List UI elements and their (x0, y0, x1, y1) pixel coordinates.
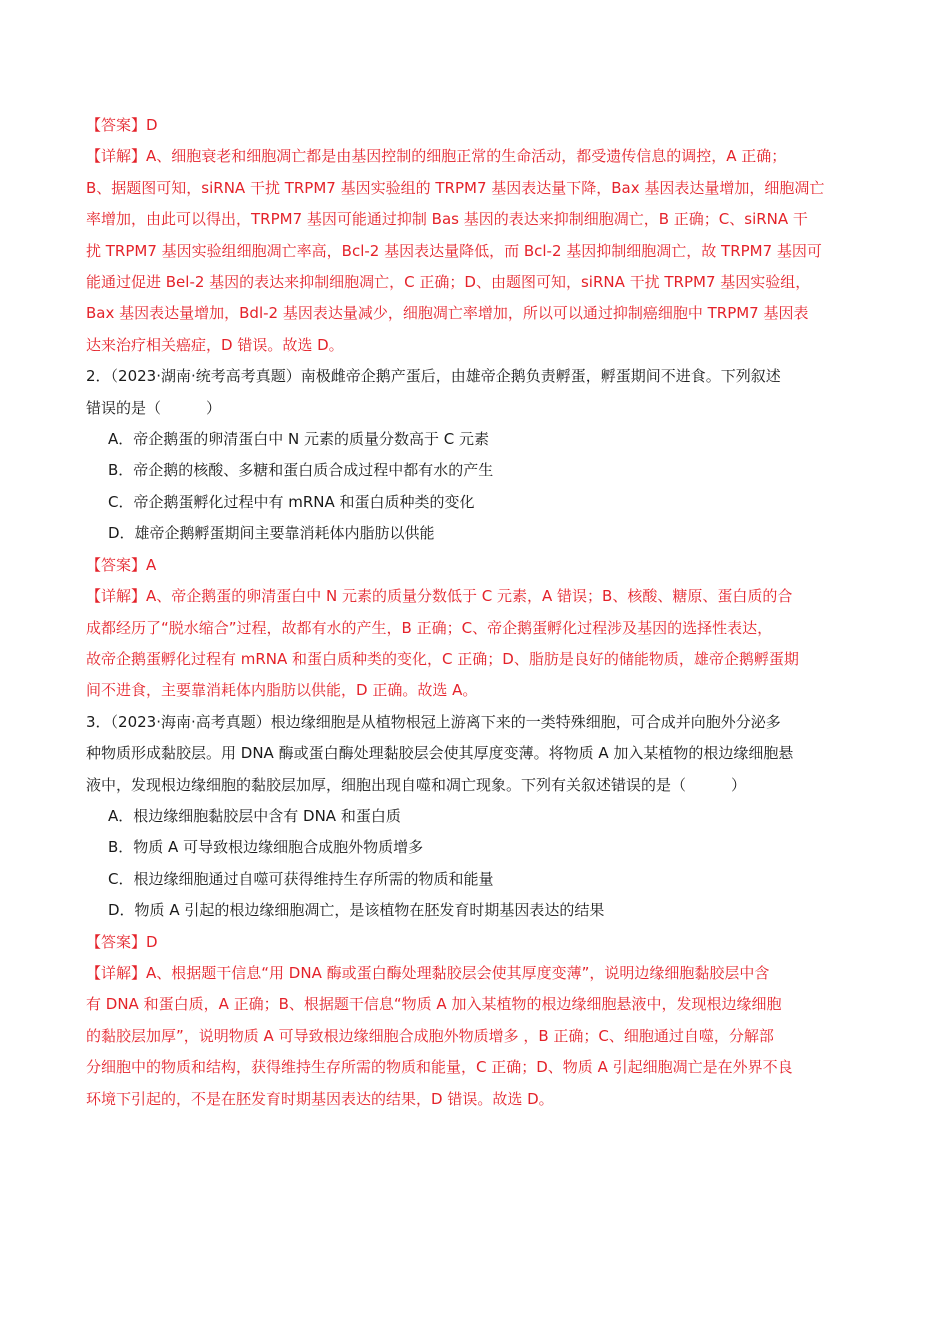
question-2 (86, 361, 870, 706)
q3-option-b: B．物质 A 可导致根边缘细胞合成胞外物质增多 (108, 838, 424, 857)
explanation-line: 率增加，由此可以得出，TRPM7 基因可能通过抑制 Bas 基因的表达来抑制细胞凋亡，B 正确；C、siRNA 干 (86, 210, 808, 229)
explanation-line: 故帝企鹅蛋孵化过程有 mRNA 和蛋白质种类的变化，C 正确；D、脂肪是良好的储能物质，雄帝企鹅孵蛋期 (86, 649, 799, 668)
explanation-line: 扰 TRPM7 基因实验组细胞凋亡率高，Bcl-2 基因表达量降低，而 Bcl-2 基因抑制细胞凋亡，故 TRPM7 基因可 (86, 241, 822, 260)
q2-stem-line: 错误的是（ ） (86, 398, 222, 417)
explanation-line: 间不进食，主要靠消耗体内脂肪以供能，D 正确。故选 A。 (86, 681, 478, 700)
q3-option-c: C．根边缘细胞通过自噬可获得维持生存所需的物质和能量 (108, 869, 494, 888)
explanation-line: 成都经历了“脱水缩合”过程，故都有水的产生，B 正确；C、帝企鹅蛋孵化过程涉及基因的选择性表达， (86, 618, 773, 637)
q2-option-b: B．帝企鹅的核酸、多糖和蛋白质合成过程中都有水的产生 (108, 461, 494, 480)
q2-option-d: D．雄帝企鹅孵蛋期间主要靠消耗体内脂肪以供能 (108, 524, 435, 543)
q1-answer-block (86, 110, 870, 361)
explanation-line: B、据题图可知，siRNA 干扰 TRPM7 基因实验组的 TRPM7 基因表达量下降，Bax 基因表达量增加，细胞凋亡 (86, 178, 825, 197)
q2-answer: 【答案】A (86, 555, 157, 574)
q3-stem-line: 种物质形成黏胶层。用 DNA 酶或蛋白酶处理黏胶层会使其厚度变薄。将物质 A 加入某植物的根边缘细胞悬 (86, 744, 794, 763)
explanation-line: 【详解】A、细胞衰老和细胞凋亡都是由基因控制的细胞正常的生命活动，都受遗传信息的调控，A 正确； (86, 147, 787, 166)
q3-stem-line: 液中，发现根边缘细胞的黏胶层加厚，细胞出现自噬和凋亡现象。下列有关叙述错误的是（ ） (86, 775, 747, 794)
q3-option-d: D．物质 A 引起的根边缘细胞凋亡，是该植物在胚发育时期基因表达的结果 (108, 901, 605, 920)
q1-explanation (86, 141, 870, 361)
document-page (86, 110, 870, 1115)
explanation-line: 【详解】A、根据题干信息“用 DNA 酶或蛋白酶处理黏胶层会使其厚度变薄”，说明边缘细胞黏胶层中含 (86, 963, 770, 982)
q3-option-a: A．根边缘细胞黏胶层中含有 DNA 和蛋白质 (108, 806, 401, 825)
explanation-line: 能通过促进 Bel-2 基因的表达来抑制细胞凋亡，C 正确；D、由题图可知，siRNA 干扰 TRPM7 基因实验组， (86, 273, 811, 292)
question-3 (86, 707, 870, 1115)
explanation-line: 达来治疗相关癌症，D 错误。故选 D。 (86, 335, 344, 354)
q3-answer: 【答案】D (86, 932, 158, 951)
explanation-line: 的黏胶层加厚”，说明物质 A 可导致根边缘细胞合成胞外物质增多 ，B 正确；C、细胞通过自噬，分解部 (86, 1026, 774, 1045)
explanation-line: 有 DNA 和蛋白质，A 正确；B、根据题干信息“物质 A 加入某植物的根边缘细胞悬液中，发现根边缘细胞 (86, 995, 782, 1014)
q2-option-c: C．帝企鹅蛋孵化过程中有 mRNA 和蛋白质种类的变化 (108, 492, 475, 511)
explanation-line: Bax 基因表达量增加，Bdl-2 基因表达量减少，细胞凋亡率增加，所以可以通过抑制癌细胞中 TRPM7 基因表 (86, 304, 809, 323)
q2-explanation (86, 581, 870, 707)
q2-stem-line: 2．（2023·湖南·统考高考真题）南极雌帝企鹅产蛋后，由雄帝企鹅负责孵蛋，孵蛋期间不进食。下列叙述 (86, 367, 781, 386)
explanation-line: 分细胞中的物质和结构，获得维持生存所需的物质和能量，C 正确；D、物质 A 引起细胞凋亡是在外界不良 (86, 1058, 793, 1077)
q1-answer: 【答案】D (86, 116, 158, 134)
explanation-line: 【详解】A、帝企鹅蛋的卵清蛋白中 N 元素的质量分数低于 C 元素，A 错误；B、核酸、糖原、蛋白质的合 (86, 587, 793, 606)
q3-stem-line: 3．（2023·海南·高考真题）根边缘细胞是从植物根冠上游离下来的一类特殊细胞，可合成并向胞外分泌多 (86, 712, 781, 731)
q3-explanation (86, 958, 870, 1115)
q2-option-a: A．帝企鹅蛋的卵清蛋白中 N 元素的质量分数高于 C 元素 (108, 430, 490, 449)
explanation-line: 环境下引起的，不是在胚发育时期基因表达的结果，D 错误。故选 D。 (86, 1089, 554, 1108)
